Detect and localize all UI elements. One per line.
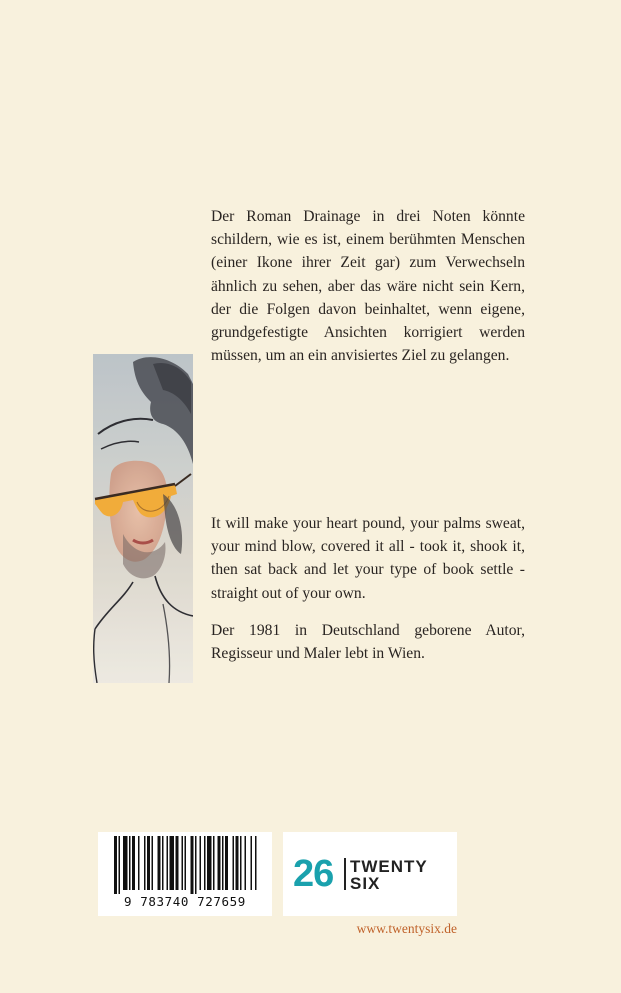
barcode-bar	[218, 836, 221, 890]
description-english: It will make your heart pound, your palms sweat, your mind blow, covered it all - took it, shook it, then sat back and let your type of book settle - straight out of your own.	[211, 515, 525, 602]
barcode-bar	[158, 836, 161, 890]
publisher-url: www.twentysix.de	[356, 921, 457, 936]
logo-word-twenty: TWENTY	[350, 857, 428, 876]
barcode-bar	[129, 836, 131, 890]
barcode-bar	[114, 836, 117, 894]
barcode-bar	[185, 836, 187, 890]
description-german: Der Roman Drainage in drei Noten könnte schildern, wie es ist, einem berühmten Menschen (einer Ikone ihrer Zeit gar) zum Verwechseln ähnlich zu sehen, aber das wäre nicht sein Kern, der die Folgen davon beinhaltet, wenn eigene, grundgefestigte Ansichten korrigiert werden müssen, um an ein anvisiertes Ziel zu gelangen.	[211, 208, 525, 365]
barcode-bar	[144, 836, 146, 890]
barcode-bar	[240, 836, 242, 890]
barcode-bar	[245, 836, 247, 890]
barcode-bar	[132, 836, 135, 890]
barcode-bar	[138, 836, 140, 890]
barcode-bar	[119, 836, 121, 894]
barcode-bar	[204, 836, 206, 890]
barcode-bar	[213, 836, 215, 890]
barcode-bars	[98, 832, 272, 894]
barcode-bar	[191, 836, 194, 894]
isbn-barcode	[98, 832, 272, 916]
barcode-bar	[176, 836, 179, 890]
author-bio: Der 1981 in Deutschland geborene Autor, Regisseur und Maler lebt in Wien.	[211, 622, 525, 663]
barcode-bar	[182, 836, 184, 890]
barcode-bar	[222, 836, 224, 890]
barcode-bar	[233, 836, 235, 890]
barcode-bar	[225, 836, 228, 890]
barcode-bar	[147, 836, 150, 890]
barcode-bar	[251, 836, 253, 890]
barcode-bar	[123, 836, 128, 890]
barcode-bar	[170, 836, 175, 890]
barcode-bar	[255, 836, 257, 890]
logo-divider	[344, 858, 346, 890]
barcode-bar	[200, 836, 202, 890]
barcode-bar	[195, 836, 197, 894]
barcode-bar	[167, 836, 169, 890]
author-portrait-painting	[93, 354, 193, 683]
barcode-bar	[207, 836, 212, 890]
barcode-bar	[236, 836, 239, 890]
publisher-logo	[283, 832, 457, 916]
barcode-bar	[152, 836, 154, 890]
logo-word-six: SIX	[350, 874, 381, 893]
isbn-digits: 9 783740 727659	[124, 894, 246, 909]
portrait-illustration	[93, 354, 193, 683]
barcode-bar	[162, 836, 164, 890]
logo-number: 26	[293, 853, 334, 895]
